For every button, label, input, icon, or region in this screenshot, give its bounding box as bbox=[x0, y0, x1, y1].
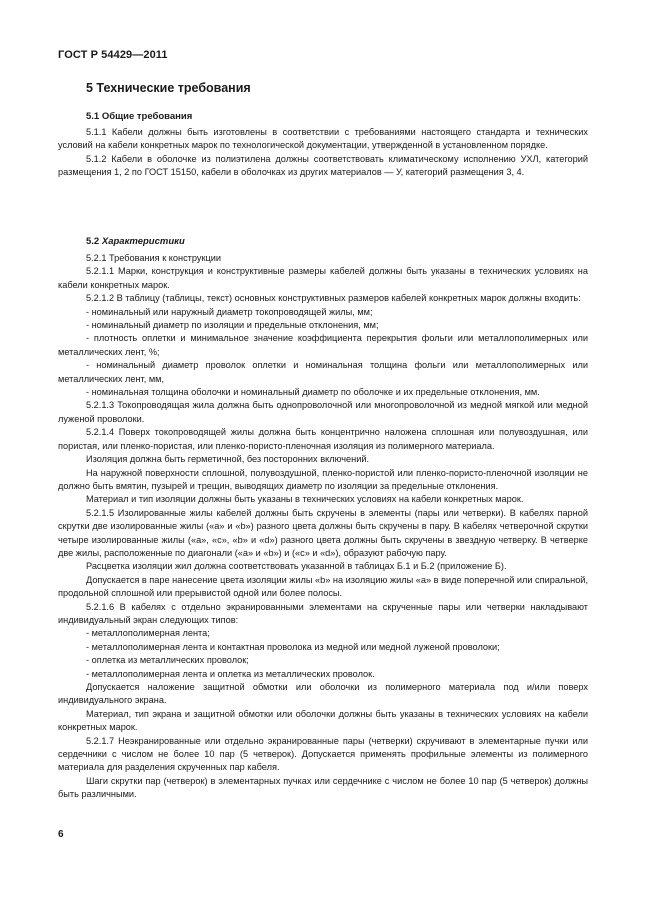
list-item: - номинальный диаметр по изоляции и предельные отклонения, мм; bbox=[86, 320, 379, 331]
paragraph: 5.2.1.4 Поверх токопроводящей жилы должна быть концентрично наложена сплошная или полувоздушная, или пористая, или пленко-пористая, или пленко-пористо-пленочная изоляция из полимерного материала. bbox=[58, 427, 588, 451]
paragraph: Изоляция должна быть герметичной, без посторонних включений. bbox=[86, 454, 370, 465]
list-item: - номинальная толщина оболочки и номинальный диаметр по оболочке и их предельные отклонения, мм. bbox=[86, 387, 540, 398]
paragraph: 5.2.1.6 В кабелях с отдельно экранированными элементами на скрученные пары или четверки накладывают индивидуальный экран следующих типов: bbox=[58, 601, 588, 625]
paragraph: 5.2.1 Требования к конструкции bbox=[86, 253, 222, 263]
subsection-5-2-name: Характеристики bbox=[101, 236, 185, 247]
list-item: - металлополимерная лента и оплетка из металлических проволок. bbox=[86, 668, 375, 679]
subsection-5-1-title: 5.1 Общие требования bbox=[86, 111, 193, 122]
paragraph-5-1-1: 5.1.1 Кабели должны быть изготовлены в соответствии с требованиями настоящего стандарта и технических условий на кабели конкретных марок по технологической документации, утвержденной в установленном порядке. bbox=[58, 127, 588, 151]
list-item: - оплетка из металлических проволок; bbox=[86, 655, 249, 666]
list-item: - номинальный или наружный диаметр токопроводящей жилы, мм; bbox=[86, 306, 373, 317]
subsection-5-1-body bbox=[58, 126, 588, 180]
paragraph: Допускается наложение защитной обмотки или оболочки из полимерного материала под и/или поверх индивидуального экрана. bbox=[58, 682, 588, 706]
paragraph: 5.2.1.5 Изолированные жилы кабелей должны быть скручены в элементы (пары или четверки). В кабелях парной скрутки две изолированные жилы («a» и «b») разного цвета должны быть скручены в пару. В кабелях четверочной скрутки четыре изолированные жилы («a», «c», «b» и «d») разного цвета должны быть скручены в звездную четверку. В четверке две жилы, расположенные по диагонали («a» и «b») и («c» и «d»), образуют рабочую пару. bbox=[58, 507, 588, 558]
paragraph: Материал, тип экрана и защитной обмотки или оболочки должны быть указаны в технических условиях на кабели конкретных марок. bbox=[58, 708, 588, 733]
section-title: 5 Технические требования bbox=[86, 81, 251, 95]
paragraph: 5.2.1.7 Неэкранированные или отдельно экранированные пары (четверки) скручивают в элементарные пучки или сердечники с числом не более 10 пар (5 четверок). Допускается применять профильные элементы из полимерного материала для разделения скрученных пар кабеля. bbox=[58, 735, 588, 773]
list-item: - плотность оплетки и минимальное значение коэффициента перекрытия фольги или металлополимерных или металлических лент, %; bbox=[58, 333, 588, 357]
paragraph: 5.2.1.3 Токопроводящая жила должна быть однопроволочной или многопроволочной из медной мягкой или медной луженой проволоки. bbox=[58, 400, 588, 424]
document-code-header: ГОСТ Р 54429—2011 bbox=[58, 49, 168, 61]
list-item: - номинальный диаметр проволок оплетки и номинальная толщина фольги или металлополимерных или металлических лент, мм, bbox=[58, 360, 588, 384]
subsection-5-2-title bbox=[86, 236, 185, 247]
paragraph: Шаги скрутки пар (четверок) в элементарных пучках или сердечнике с числом не более 10 пар (5 четверок) должны быть различными. bbox=[58, 775, 588, 800]
subsection-5-2-body bbox=[58, 252, 588, 802]
paragraph: Допускается в паре нанесение цвета изоляции жилы «b» на изоляцию жилы «a» в виде поперечной или спиральной, продольной сплошной или прерывистой одной или более полосы. bbox=[58, 574, 588, 599]
list-item: - металлополимерная лента; bbox=[86, 628, 210, 639]
paragraph: Расцветка изоляции жил должна соответствовать указанной в таблицах Б.1 и Б.2 (приложение Б). bbox=[86, 561, 507, 572]
subsection-5-2-number: 5.2 bbox=[86, 236, 100, 247]
paragraph-5-1-2: 5.1.2 Кабели в оболочке из полиэтилена должны соответствовать климатическому исполнению УХЛ, категорий размещения 1, 2 по ГОСТ 15150, кабели в оболочках из других материалов — У, категорий размещения 3, 4. bbox=[58, 153, 588, 178]
paragraph: 5.2.1.1 Марки, конструкция и конструктивные размеры кабелей должны быть указаны в технических условиях на кабели конкретных марок. bbox=[58, 266, 588, 290]
list-item: - металлополимерная лента и контактная проволока из медной или медной луженой проволоки; bbox=[86, 641, 500, 652]
paragraph: Материал и тип изоляции должны быть указаны в технических условиях на кабели конкретных марок. bbox=[86, 494, 524, 505]
paragraph: 5.2.1.2 В таблицу (таблицы, текст) основных конструктивных размеров кабелей конкретных марок должны входить: bbox=[86, 293, 581, 304]
paragraph: На наружной поверхности сплошной, полувоздушной, пленко-пористой или пленко-пористо-пленочной изоляции не должно быть вмятин, пузырей и трещин, выводящих диаметр по изоляции за предельные отклонения. bbox=[58, 467, 588, 491]
page-number: 6 bbox=[58, 829, 64, 840]
